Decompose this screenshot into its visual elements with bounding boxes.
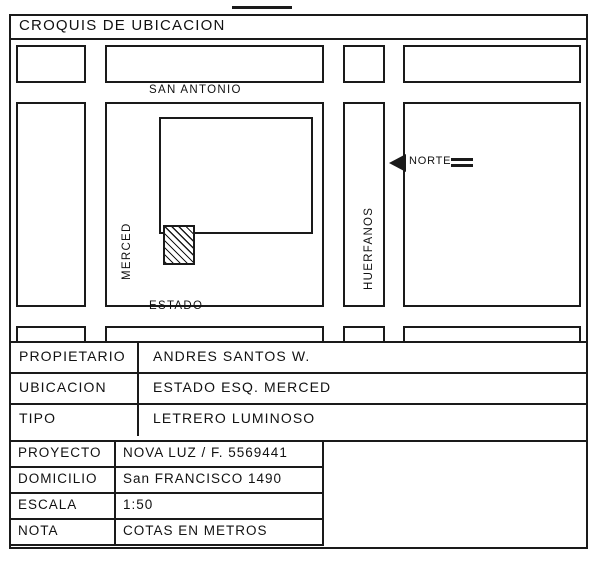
info-key-label: UBICACION xyxy=(19,379,107,395)
block-right xyxy=(403,102,581,307)
north-arrow xyxy=(389,152,499,174)
building-outline xyxy=(159,117,313,234)
title-block-value-label: NOVA LUZ / F. 5569441 xyxy=(123,445,288,460)
info-value-label: ESTADO ESQ. MERCED xyxy=(153,379,332,395)
block-top-right-b xyxy=(403,45,581,83)
info-value-cell xyxy=(139,343,586,372)
table-row xyxy=(11,343,586,374)
north-bar-upper-icon xyxy=(451,158,473,161)
top-tick-mark xyxy=(232,6,292,9)
table-row xyxy=(11,374,586,405)
info-value-label: LETRERO LUMINOSO xyxy=(153,410,316,426)
title-block-table xyxy=(11,440,586,547)
street-label-san-antonio: SAN ANTONIO xyxy=(149,84,242,96)
info-value-cell xyxy=(139,374,586,403)
title-block-key-label: NOTA xyxy=(18,523,59,538)
title-block-value-label: 1:50 xyxy=(123,497,154,512)
block-bottom-right-b xyxy=(403,326,581,343)
title-block-value-label: COTAS EN METROS xyxy=(123,523,268,538)
street-label-estado: ESTADO xyxy=(149,300,204,312)
title-block-key-label: DOMICILIO xyxy=(18,471,98,486)
title-block-key-cell xyxy=(11,468,116,494)
street-label-merced: MERCED xyxy=(121,222,133,280)
info-value-cell xyxy=(139,405,586,436)
block-bottom-center xyxy=(105,326,324,343)
north-arrow-icon xyxy=(389,154,406,172)
block-top-left xyxy=(16,45,86,83)
title-block-key-label: PROYECTO xyxy=(18,445,102,460)
title-block-key-cell xyxy=(11,442,116,468)
block-left xyxy=(16,102,86,307)
north-label: NORTE xyxy=(409,155,452,167)
north-bar-lower-icon xyxy=(451,164,473,167)
info-value-label: ANDRES SANTOS W. xyxy=(153,348,311,364)
title-block-value-cell xyxy=(116,520,324,546)
site-plan-map xyxy=(11,40,586,343)
title-block-value-label: San FRANCISCO 1490 xyxy=(123,471,283,486)
info-key-cell xyxy=(11,343,139,372)
info-key-cell xyxy=(11,374,139,403)
block-top-right-a xyxy=(343,45,385,83)
info-key-label: PROPIETARIO xyxy=(19,348,126,364)
block-top-center xyxy=(105,45,324,83)
title-block-value-cell xyxy=(116,468,324,494)
table-row xyxy=(11,405,586,436)
info-key-label: TIPO xyxy=(19,410,57,426)
title-block-value-cell xyxy=(116,442,324,468)
block-bottom-left xyxy=(16,326,86,343)
title-block-empty-panel xyxy=(324,442,586,549)
title-block-key-label: ESCALA xyxy=(18,497,78,512)
info-key-cell xyxy=(11,405,139,436)
page-title: CROQUIS DE UBICACION xyxy=(19,17,226,34)
street-label-huerfanos: HUERFANOS xyxy=(363,206,375,290)
subject-parcel-hatch xyxy=(163,225,195,265)
title-block-value-cell xyxy=(116,494,324,520)
info-table xyxy=(11,343,586,438)
croquis-title-bar xyxy=(11,16,586,40)
title-block-key-cell xyxy=(11,520,116,546)
block-bottom-right-a xyxy=(343,326,385,343)
title-block-key-cell xyxy=(11,494,116,520)
